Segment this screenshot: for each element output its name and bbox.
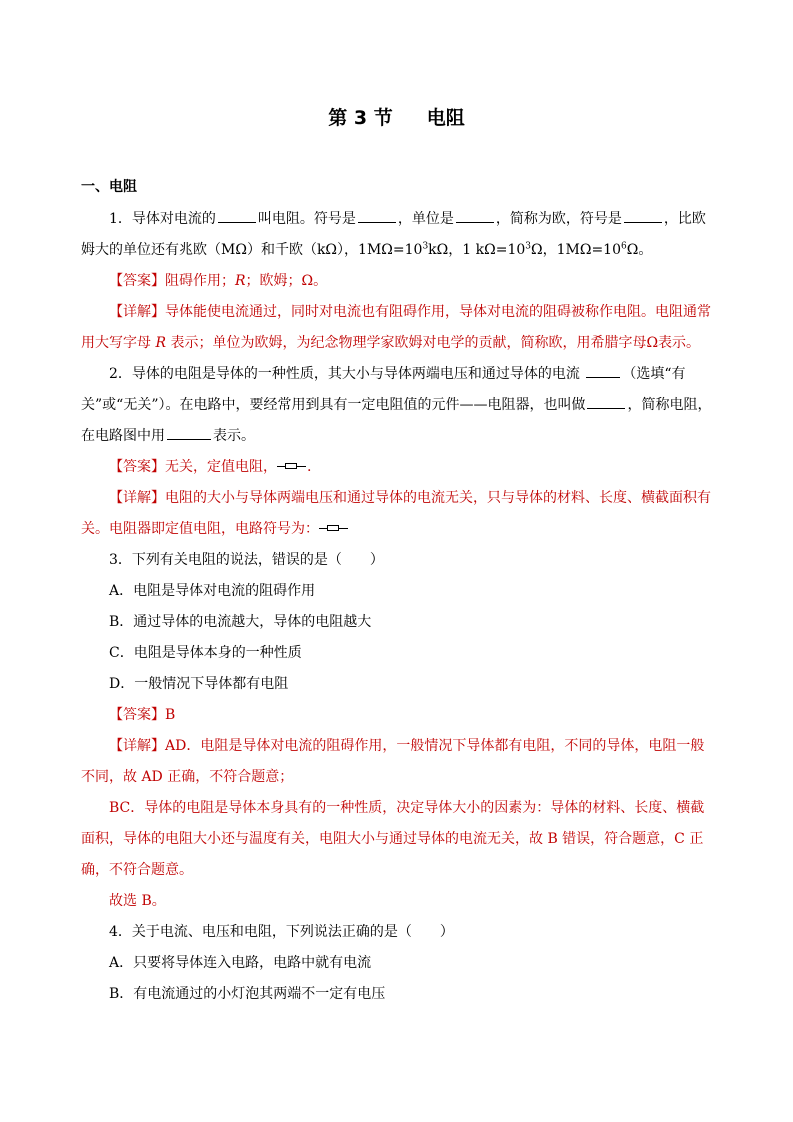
fill-blank <box>456 207 494 223</box>
fill-blank <box>167 424 211 440</box>
answer-text: ；欧姆；Ω。 <box>245 273 328 289</box>
resistor-symbol-icon <box>319 524 349 534</box>
detail-2 <box>81 483 715 545</box>
detail-text: AD．电阻是导体对电流的阻碍作用，一般情况下导体都有电阻，不同的导体，电阻一般不同，故 AD 正确，不符合题意； <box>81 738 705 785</box>
detail-3 <box>81 731 715 793</box>
option-d: D．一般情况下导体都有电阻 <box>109 676 289 692</box>
detail-text: 导体能使电流通过，同时对电流也有阻碍作用，导体对电流的阻碍被称作电阻。电阻通常用大写字母 <box>81 304 711 351</box>
question-2 <box>81 359 715 452</box>
symbol-r: R <box>155 335 166 351</box>
detail-tag: 【详解】 <box>109 304 165 320</box>
answer-tag: 【答案】 <box>109 707 165 723</box>
q1-text: Ω。 <box>626 242 653 258</box>
option-a: A．只要将导体连入电路，电路中就有电流 <box>109 955 372 971</box>
question-1-line-2 <box>81 235 715 266</box>
detail-3-continued: BC．导体的电阻是导体本身具有的一种性质，决定导体大小的因素为：导体的材料、长度、横截面积，导体的电阻大小还与温度有关，电阻大小与通过导体的电流无关，故 B 错误，符合题意，C 正确，不符合题意。 <box>81 800 705 878</box>
question-1 <box>81 204 715 235</box>
symbol-r: R <box>235 273 246 289</box>
option-c: C．电阻是导体本身的一种性质 <box>109 645 302 661</box>
q1-text: ，比欧 <box>663 211 706 227</box>
fill-blank <box>358 207 396 223</box>
q2-text: 表示。 <box>213 428 255 444</box>
q1-text: ，简称为欧，符号是 <box>495 211 622 227</box>
fill-blank <box>587 393 625 409</box>
answer-text: 阻碍作用； <box>165 273 235 289</box>
answer-2 <box>81 452 715 483</box>
q1-text: 1．导体对电流的 <box>109 211 216 227</box>
question-4: 4．关于电流、电压和电阻，下列说法正确的是（ ） <box>109 924 454 940</box>
fill-blank <box>624 207 662 223</box>
q1-text: ，单位是 <box>397 211 454 227</box>
q1-text: Ω，1MΩ=10 <box>531 242 622 258</box>
fill-blank <box>218 207 256 223</box>
answer-tag: 【答案】 <box>109 459 165 475</box>
q2-text: （选填“有关”或“无关”）。在电路中，要经常用到具有一定电阻值的元件——电阻器，也叫做 <box>81 366 686 413</box>
option-a: A．电阻是导体对电流的阻碍作用 <box>109 583 316 599</box>
detail-text: 电阻的大小与导体两端电压和通过导体的电流无关，只与导体的材料、长度、横截面积有关。电阻器即定值电阻，电路符号为： <box>81 490 711 537</box>
answer-text: B <box>165 707 176 723</box>
detail-text: 表示；单位为欧姆，为纪念物理学家欧姆对电学的贡献，简称欧，用希腊字母Ω表示。 <box>166 335 701 351</box>
section-heading: 一、电阻 <box>81 179 137 195</box>
answer-tag: 【答案】 <box>109 273 165 289</box>
q1-text: kΩ，1 kΩ=10 <box>428 242 526 258</box>
answer-3 <box>81 700 715 731</box>
title-chapter: 第 3 节 <box>328 107 393 129</box>
q1-text: 姆大的单位还有兆欧（MΩ）和千欧（kΩ），1MΩ=10 <box>81 242 423 258</box>
content-body <box>81 204 715 1010</box>
fill-blank <box>586 362 620 378</box>
conclusion-3: 故选 B。 <box>109 893 166 909</box>
exponent: 3 <box>422 241 429 252</box>
q2-text: 2．导体的电阻是导体的一种性质，其大小与导体两端电压和通过导体的电流 <box>109 366 580 382</box>
option-b: B．有电流通过的小灯泡其两端不一定有电压 <box>109 986 386 1002</box>
q1-text: 叫电阻。符号是 <box>257 211 356 227</box>
detail-tag: 【详解】 <box>109 738 165 754</box>
detail-tag: 【详解】 <box>109 490 165 506</box>
answer-text: 无关，定值电阻， <box>165 459 277 475</box>
answer-text: . <box>307 459 312 475</box>
option-b: B．通过导体的电流越大，导体的电阻越大 <box>109 614 372 630</box>
detail-1 <box>81 297 715 359</box>
exponent: 3 <box>525 241 531 252</box>
question-3: 3．下列有关电阻的说法，错误的是（ ） <box>109 552 384 568</box>
q2-text: ，简称电阻，在电路图中用 <box>81 397 712 444</box>
page-title <box>0 103 793 130</box>
title-name: 电阻 <box>426 107 465 129</box>
resistor-symbol-icon <box>277 462 307 472</box>
answer-1 <box>81 266 715 297</box>
exponent: 6 <box>621 241 627 252</box>
